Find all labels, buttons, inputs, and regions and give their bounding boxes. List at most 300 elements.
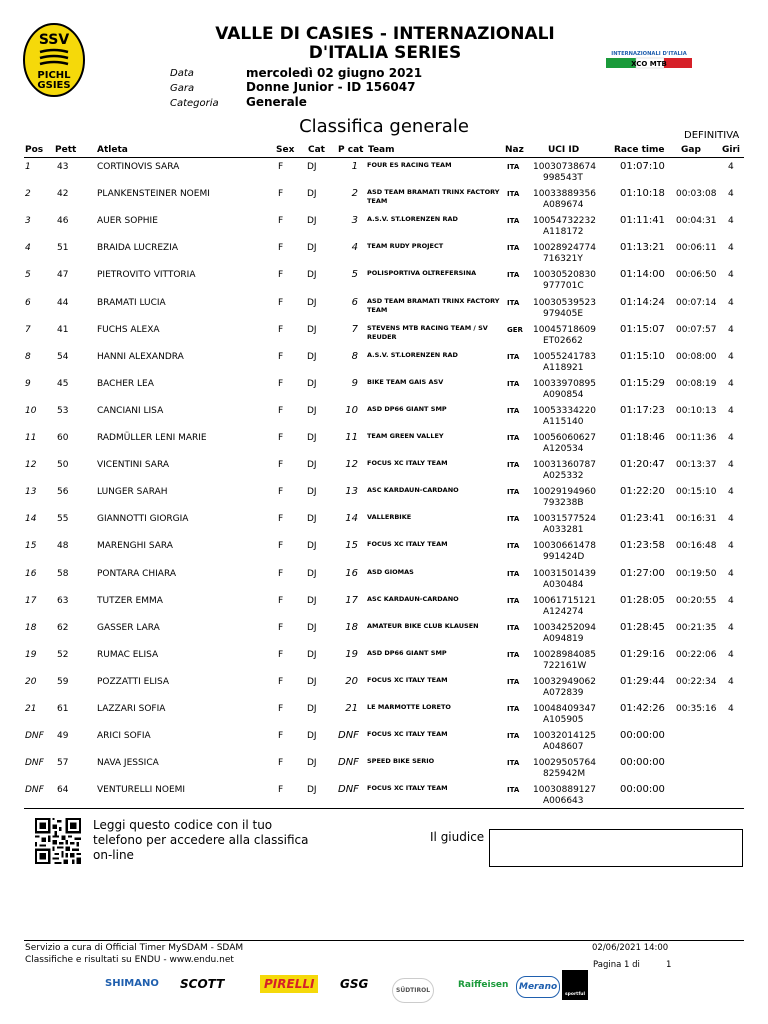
logo-text-top: SSV — [38, 32, 70, 48]
table-row — [0, 622, 768, 649]
row-team: FOCUS XC ITALY TEAM — [367, 459, 448, 468]
sponsor-scott-logo: SCOTT — [180, 977, 225, 991]
row-pcat: 17 — [345, 594, 358, 606]
row-athlete: PONTARA CHIARA — [97, 568, 177, 579]
row-team: ASC KARDAUN-CARDANO — [367, 594, 459, 603]
col-header-giri: Giri — [722, 145, 740, 155]
row-uci-code: A094819 — [543, 633, 584, 644]
row-gap: 00:07:14 — [676, 297, 717, 308]
row-gap: 00:20:55 — [676, 595, 717, 606]
row-bib: 62 — [57, 622, 69, 633]
row-athlete: LUNGER SARAH — [97, 487, 168, 498]
row-uci-code: A033281 — [543, 525, 584, 536]
row-uci-id: 10034252094 — [533, 622, 596, 633]
row-team: A.S.V. ST.LORENZEN RAD — [367, 215, 458, 224]
row-uci-id: 10028984085 — [533, 649, 596, 660]
row-uci-code: A006643 — [543, 796, 584, 807]
row-bib: 63 — [57, 595, 69, 606]
col-header-uci: UCI ID — [548, 145, 580, 155]
print-date: 02/06/2021 14:00 — [592, 943, 669, 953]
row-cat: DJ — [307, 595, 317, 606]
ssv-pichl-gsies-logo — [22, 22, 86, 98]
row-athlete: GIANNOTTI GIORGIA — [97, 514, 189, 525]
row-uci-id: 10053334220 — [533, 405, 596, 416]
row-pos: 14 — [25, 514, 37, 525]
row-pos: 15 — [25, 541, 37, 552]
row-cat: DJ — [307, 731, 317, 742]
row-race-time: 01:28:05 — [620, 594, 665, 606]
row-pcat: 7 — [351, 323, 358, 335]
row-laps: 4 — [728, 162, 734, 172]
row-sex: F — [278, 162, 284, 172]
row-cat: DJ — [307, 216, 317, 227]
row-athlete: BRAMATI LUCIA — [97, 297, 166, 308]
row-team: TEAM RUDY PROJECT — [367, 242, 444, 251]
table-row — [0, 269, 768, 296]
row-pcat: 3 — [351, 215, 358, 227]
row-naz: ITA — [507, 623, 520, 632]
table-row — [0, 405, 768, 432]
internazionali-italia-xco-logo — [604, 48, 694, 70]
row-pcat: 16 — [345, 567, 358, 579]
row-pcat: 11 — [345, 432, 358, 443]
row-team: A.S.V. ST.LORENZEN RAD — [367, 350, 458, 359]
row-uci-code: 793238B — [543, 498, 584, 509]
row-team: VALLERBIKE — [367, 513, 412, 522]
row-naz: ITA — [507, 461, 520, 470]
row-naz: ITA — [507, 515, 520, 524]
row-race-time: 01:28:45 — [620, 621, 665, 633]
row-bib: 48 — [57, 541, 69, 552]
table-row — [0, 161, 768, 188]
row-sex: F — [278, 433, 284, 443]
row-pcat: 4 — [351, 242, 358, 254]
row-laps: 4 — [728, 568, 734, 579]
row-naz: ITA — [507, 732, 520, 741]
row-pcat: 6 — [351, 296, 358, 308]
row-bib: 56 — [57, 487, 69, 498]
row-cat: DJ — [307, 433, 317, 443]
row-athlete: VENTURELLI NOEMI — [97, 785, 186, 796]
row-sex: F — [278, 351, 284, 362]
row-pcat: 14 — [345, 513, 358, 525]
row-uci-code: A090854 — [543, 389, 584, 400]
row-laps: 4 — [728, 704, 734, 714]
row-uci-code: A115140 — [543, 416, 584, 427]
bottom-divider — [24, 940, 744, 941]
row-uci-id: 10031501439 — [533, 568, 596, 579]
row-naz: ITA — [507, 650, 520, 659]
row-sex: F — [278, 216, 284, 227]
row-uci-id: 10032949062 — [533, 676, 596, 687]
row-athlete: MARENGHI SARA — [97, 541, 173, 552]
row-gap: 00:16:31 — [676, 514, 717, 525]
row-gap: 00:19:50 — [676, 568, 717, 579]
table-row — [0, 351, 768, 378]
row-uci-code: A105905 — [543, 715, 584, 725]
row-athlete: BACHER LEA — [97, 378, 154, 389]
row-cat: DJ — [307, 487, 317, 498]
row-uci-code: 825942M — [543, 769, 586, 780]
row-gap: 00:04:31 — [676, 216, 717, 227]
row-race-time: 01:15:29 — [620, 377, 665, 389]
row-uci-id: 10031577524 — [533, 514, 596, 525]
row-race-time: 01:14:24 — [620, 296, 665, 308]
row-bib: 53 — [57, 405, 69, 416]
row-naz: ITA — [507, 271, 520, 280]
row-bib: 49 — [57, 731, 69, 742]
row-uci-code: 991424D — [543, 552, 585, 563]
row-uci-code: A089674 — [543, 200, 584, 211]
row-naz: ITA — [507, 217, 520, 226]
row-pos: 11 — [25, 433, 37, 443]
row-laps: 4 — [728, 460, 734, 471]
row-team: FOUR ES RACING TEAM — [367, 161, 452, 169]
meta-label-gara: Gara — [170, 83, 195, 94]
status-label: DEFINITIVA — [684, 130, 740, 141]
row-race-time: 01:23:41 — [620, 513, 665, 525]
sponsor-shimano-logo: SHIMANO — [105, 978, 159, 989]
table-row — [0, 459, 768, 486]
row-team: STEVENS MTB RACING TEAM / SV REUDER — [367, 323, 488, 341]
logo-text-bottom2: GSIES — [37, 80, 71, 91]
row-cat: DJ — [307, 460, 317, 471]
row-gap: 00:21:35 — [676, 622, 717, 633]
table-row — [0, 297, 768, 324]
row-laps: 4 — [728, 649, 734, 660]
col-header-atleta: Atleta — [97, 145, 128, 155]
row-bib: 54 — [57, 351, 69, 362]
row-pos: 8 — [25, 351, 31, 362]
row-cat: DJ — [307, 514, 317, 525]
row-sex: F — [278, 568, 284, 579]
row-athlete: BRAIDA LUCREZIA — [97, 243, 179, 254]
row-cat: DJ — [307, 568, 317, 579]
row-race-time: 01:27:00 — [620, 567, 665, 579]
row-sex: F — [278, 785, 284, 796]
event-title-line1: VALLE DI CASIES - INTERNAZIONALI — [215, 24, 555, 44]
row-pos: 6 — [25, 297, 31, 308]
table-row — [0, 432, 768, 459]
meta-value-categoria: Generale — [246, 95, 307, 109]
row-race-time: 01:10:18 — [620, 188, 665, 200]
row-sex: F — [278, 378, 284, 389]
row-pos: DNF — [25, 785, 44, 796]
row-sex: F — [278, 595, 284, 606]
row-gap: 00:11:36 — [676, 433, 717, 443]
row-pcat: 21 — [345, 703, 358, 714]
row-pcat: 8 — [351, 350, 358, 362]
row-sex: F — [278, 514, 284, 525]
row-team: ASD DP66 GIANT SMP — [367, 404, 447, 413]
row-uci-code: A030484 — [543, 579, 584, 590]
row-sex: F — [278, 189, 284, 200]
table-row — [0, 676, 768, 703]
row-pos: 10 — [25, 405, 37, 416]
row-athlete: POZZATTI ELISA — [97, 676, 170, 687]
row-team: ASD GIOMAS — [367, 567, 414, 576]
row-pcat: 19 — [345, 648, 358, 660]
row-pos: 16 — [25, 568, 37, 579]
classifica-title: Classifica generale — [299, 116, 469, 137]
row-uci-code: A124274 — [543, 606, 584, 617]
row-naz: ITA — [507, 677, 520, 686]
row-uci-id: 10030661478 — [533, 541, 596, 552]
row-uci-code: 977701C — [543, 281, 584, 292]
row-athlete: NAVA JESSICA — [97, 758, 159, 769]
row-team: ASD TEAM BRAMATI TRINX FACTORY TEAM — [367, 296, 500, 314]
row-pos: 12 — [25, 460, 37, 471]
row-cat: DJ — [307, 297, 317, 308]
row-uci-id: 10045718609 — [533, 324, 596, 335]
row-race-time: 00:00:00 — [620, 757, 665, 769]
row-race-time: 01:22:20 — [620, 486, 665, 498]
row-naz: ITA — [507, 705, 520, 713]
row-laps: 4 — [728, 622, 734, 633]
row-race-time: 00:00:00 — [620, 730, 665, 742]
row-laps: 4 — [728, 514, 734, 525]
row-laps: 4 — [728, 595, 734, 606]
row-uci-id: 10033970895 — [533, 378, 596, 389]
row-team: ASD TEAM BRAMATI TRINX FACTORY TEAM — [367, 188, 500, 206]
row-sex: F — [278, 704, 284, 714]
row-cat: DJ — [307, 704, 317, 714]
row-uci-id: 10054732232 — [533, 216, 596, 227]
meta-label-categoria: Categoria — [170, 98, 219, 109]
row-bib: 60 — [57, 433, 69, 443]
row-uci-code: ET02662 — [543, 335, 583, 346]
results-link-text: Classifiche e risultati su ENDU - www.endu.net — [25, 955, 234, 965]
row-uci-id: 10048409347 — [533, 704, 596, 714]
row-pcat: 13 — [345, 486, 358, 498]
row-athlete: GASSER LARA — [97, 622, 160, 633]
row-gap: 00:22:34 — [676, 676, 717, 687]
row-pos: 17 — [25, 595, 37, 606]
row-pcat: 2 — [351, 188, 358, 200]
giudice-label: Il giudice — [430, 830, 485, 844]
footer-divider — [24, 808, 744, 809]
row-pos: 21 — [25, 704, 37, 714]
row-bib: 59 — [57, 676, 69, 687]
col-header-gap: Gap — [681, 145, 701, 155]
row-uci-code: A025332 — [543, 471, 584, 482]
qr-code-icon — [35, 818, 81, 864]
row-gap: 00:06:50 — [676, 270, 717, 281]
row-team: POLISPORTIVA OLTREFERSINA — [367, 269, 477, 278]
row-pcat: 12 — [345, 459, 358, 471]
row-cat: DJ — [307, 676, 317, 687]
row-pos: 3 — [25, 216, 31, 227]
sponsor-sportful-logo: sportful — [562, 970, 588, 1000]
row-uci-code: A118172 — [543, 227, 584, 238]
row-naz: ITA — [507, 434, 520, 442]
row-naz: ITA — [507, 379, 520, 388]
row-bib: 50 — [57, 460, 69, 471]
row-cat: DJ — [307, 351, 317, 362]
row-laps: 4 — [728, 297, 734, 308]
row-cat: DJ — [307, 649, 317, 660]
row-athlete: VICENTINI SARA — [97, 460, 169, 471]
row-pos: DNF — [25, 758, 44, 769]
row-uci-code: A072839 — [543, 687, 584, 698]
row-pos: DNF — [25, 731, 44, 742]
table-row — [0, 486, 768, 513]
row-race-time: 01:17:23 — [620, 404, 665, 416]
row-cat: DJ — [307, 324, 317, 335]
row-bib: 43 — [57, 162, 69, 172]
row-team: FOCUS XC ITALY TEAM — [367, 784, 448, 793]
table-row — [0, 540, 768, 567]
row-race-time: 01:11:41 — [620, 215, 665, 227]
row-race-time: 01:42:26 — [620, 703, 665, 714]
row-race-time: 01:18:46 — [620, 432, 665, 443]
row-sex: F — [278, 243, 284, 254]
row-uci-code: A048607 — [543, 742, 584, 753]
row-naz: ITA — [507, 352, 520, 361]
row-pcat: DNF — [338, 784, 359, 796]
row-cat: DJ — [307, 758, 317, 769]
row-cat: DJ — [307, 405, 317, 416]
row-athlete: FUCHS ALEXA — [97, 324, 160, 335]
table-row — [0, 703, 768, 730]
row-sex: F — [278, 297, 284, 308]
row-laps: 4 — [728, 378, 734, 389]
row-laps: 4 — [728, 487, 734, 498]
row-pos: 1 — [25, 162, 31, 172]
row-pos: 9 — [25, 378, 31, 389]
row-bib: 44 — [57, 297, 69, 308]
row-cat: DJ — [307, 270, 317, 281]
row-race-time: 00:00:00 — [620, 784, 665, 796]
row-naz: ITA — [507, 569, 520, 578]
row-laps: 4 — [728, 324, 734, 335]
row-pcat: 1 — [351, 161, 358, 172]
sponsor-raiffeisen-logo: Raiffeisen — [458, 980, 509, 990]
row-athlete: LAZZARI SOFIA — [97, 704, 166, 714]
row-pos: 19 — [25, 649, 37, 660]
row-laps: 4 — [728, 676, 734, 687]
row-bib: 57 — [57, 758, 69, 769]
row-gap: 00:15:10 — [676, 487, 717, 498]
row-team: LE MARMOTTE LORETO — [367, 703, 451, 711]
row-naz: GER — [507, 325, 523, 334]
row-gap: 00:35:16 — [676, 704, 717, 714]
col-header-sex: Sex — [276, 145, 295, 155]
row-bib: 58 — [57, 568, 69, 579]
row-bib: 41 — [57, 324, 69, 335]
table-row — [0, 568, 768, 595]
row-naz: ITA — [507, 759, 520, 768]
table-row — [0, 757, 768, 784]
row-pcat: 9 — [351, 377, 358, 389]
page-total: 1 — [666, 960, 672, 970]
row-sex: F — [278, 270, 284, 281]
row-uci-id: 10032014125 — [533, 731, 596, 742]
row-uci-id: 10029505764 — [533, 758, 596, 769]
row-pos: 20 — [25, 676, 37, 687]
row-uci-id: 10031360787 — [533, 460, 596, 471]
row-gap: 00:07:57 — [676, 324, 717, 335]
row-pcat: DNF — [338, 730, 359, 742]
row-team: FOCUS XC ITALY TEAM — [367, 675, 448, 684]
row-athlete: CANCIANI LISA — [97, 405, 164, 416]
row-uci-code: 716321Y — [543, 254, 583, 265]
row-team: FOCUS XC ITALY TEAM — [367, 540, 448, 549]
row-pos: 5 — [25, 270, 31, 281]
row-bib: 51 — [57, 243, 69, 254]
row-sex: F — [278, 460, 284, 471]
row-laps: 4 — [728, 541, 734, 552]
row-pos: 18 — [25, 622, 37, 633]
row-uci-id: 10030889127 — [533, 785, 596, 796]
row-bib: 64 — [57, 785, 69, 796]
row-race-time: 01:07:10 — [620, 161, 665, 172]
row-cat: DJ — [307, 622, 317, 633]
meta-value-gara: Donne Junior - ID 156047 — [246, 80, 416, 94]
row-uci-id: 10055241783 — [533, 351, 596, 362]
row-gap: 00:06:11 — [676, 243, 717, 254]
row-laps: 4 — [728, 189, 734, 200]
col-header-race-time: Race time — [614, 145, 665, 155]
brand-right-top: INTERNAZIONALI D'ITALIA — [611, 51, 687, 57]
service-credit: Servizio a cura di Official Timer MySDAM - SDAM — [25, 943, 244, 953]
row-athlete: RUMAC ELISA — [97, 649, 159, 660]
row-team: TEAM GREEN VALLEY — [367, 432, 444, 440]
row-team: BIKE TEAM GAIS ASV — [367, 377, 444, 386]
row-bib: 55 — [57, 514, 69, 525]
row-team: ASC KARDAUN-CARDANO — [367, 486, 459, 495]
sponsor-bar — [100, 968, 600, 1004]
row-team: SPEED BIKE SERIO — [367, 757, 435, 766]
row-athlete: ARICI SOFIA — [97, 731, 151, 742]
row-sex: F — [278, 649, 284, 660]
row-gap: 00:22:06 — [676, 649, 717, 660]
row-pcat: DNF — [338, 757, 359, 769]
row-bib: 47 — [57, 270, 69, 281]
sponsor-suedtirol-logo: SÜDTIROL — [392, 978, 434, 1003]
col-header-team: Team — [368, 145, 395, 155]
row-gap: 00:08:19 — [676, 378, 717, 389]
row-pcat: 20 — [345, 675, 358, 687]
row-athlete: HANNI ALEXANDRA — [97, 351, 184, 362]
table-row — [0, 378, 768, 405]
event-title-line2: D'ITALIA SERIES — [308, 43, 462, 63]
row-sex: F — [278, 731, 284, 742]
row-pcat: 18 — [345, 621, 358, 633]
row-sex: F — [278, 758, 284, 769]
row-gap: 00:08:00 — [676, 351, 717, 362]
table-row — [0, 649, 768, 676]
row-bib: 46 — [57, 216, 69, 227]
row-pcat: 10 — [345, 404, 358, 416]
row-uci-id: 10030539523 — [533, 297, 596, 308]
row-pos: 4 — [25, 243, 31, 254]
row-uci-id: 10033889356 — [533, 189, 596, 200]
row-athlete: PIETROVITO VITTORIA — [97, 270, 196, 281]
giudice-signature-box — [489, 829, 743, 867]
row-pos: 13 — [25, 487, 37, 498]
table-row — [0, 513, 768, 540]
table-row — [0, 324, 768, 351]
row-sex: F — [278, 541, 284, 552]
row-naz: ITA — [507, 596, 520, 605]
qr-instructions: Leggi questo codice con il tuo telefono per accedere alla classifica on-line — [93, 818, 309, 862]
row-cat: DJ — [307, 378, 317, 389]
row-race-time: 01:14:00 — [620, 269, 665, 281]
row-uci-code: A118921 — [543, 362, 584, 373]
col-header-pcat: P cat — [338, 145, 364, 155]
page-label: Pagina 1 di — [593, 960, 640, 970]
